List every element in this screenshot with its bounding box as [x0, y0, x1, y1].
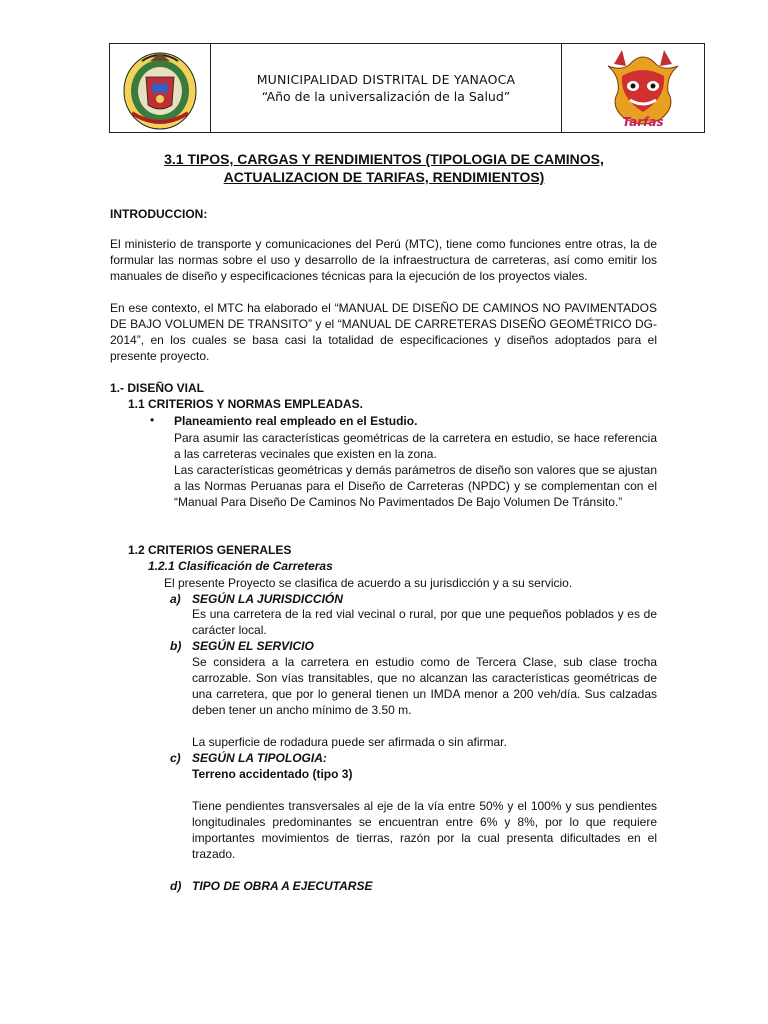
item-d-title: TIPO DE OBRA A EJECUTARSE [192, 879, 373, 893]
header-left-cell [110, 44, 211, 132]
item-c-title: SEGÚN LA TIPOLOGIA: [192, 751, 327, 765]
header-right-cell [561, 44, 704, 132]
municipal-seal-icon [122, 47, 198, 131]
item-b-title: SEGÚN EL SERVICIO [192, 639, 314, 653]
item-d-label: d) [170, 879, 182, 893]
bullet-paragraph-2: Las características geométricas y demás parámetros de diseño son valores que se ajustan a las Normas Peruanas para el Diseño de Carreteras (NPDC) y se complementan con el “Manual Para Diseño De Caminos No Pavimentados De Bajo Volumen De Tránsito.” [174, 463, 657, 509]
intro-paragraph-2: En ese contexto, el MTC ha elaborado el “MANUAL DE DISEÑO DE CAMINOS NO PAVIMENTADOS DE BAJO VOLUMEN DE TRANSITO” y el “MANUAL DE CARRETERAS DISEÑO GEOMÉTRICO DG-2014”, en los cuales se basa casi la totalidad de especificaciones y diseños adoptados para el presente proyecto. [110, 301, 657, 363]
item-c-subtitle: Terreno accidentado (tipo 3) [192, 767, 353, 781]
intro-heading: INTRODUCCION: [110, 207, 208, 221]
municipality-name: MUNICIPALIDAD DISTRITAL DE YANAOCA [256, 72, 516, 87]
document-header [109, 43, 705, 133]
item-a-text: Es una carretera de la red vial vecinal o rural, por que une pequeños poblados y es de carácter local. [192, 607, 657, 637]
tarfas-mask-icon [600, 46, 686, 132]
year-motto: “Año de la universalización de la Salud” [261, 89, 511, 104]
item-a-title: SEGÚN LA JURISDICCIÓN [192, 592, 343, 606]
item-b-text: Se considera a la carretera en estudio como de Tercera Clase, sub clase trocha carrozable. Son vías transitables, que no alcanzan las características geométricas de una carretera, que por lo general tienen un IMDA menor a 200 veh/día. Sus calzadas deben tener un ancho mínimo de 3.50 m. [192, 655, 657, 717]
clasificacion-intro: El presente Proyecto se clasifica de acuerdo a su jurisdicción y a su servicio. [164, 576, 573, 590]
heading-criterios-generales: 1.2 CRITERIOS GENERALES [128, 543, 292, 557]
heading-clasificacion: 1.2.1 Clasificación de Carreteras [148, 559, 333, 573]
bullet-title: Planeamiento real empleado en el Estudio. [174, 414, 418, 428]
heading-diseno-vial: 1.- DISEÑO VIAL [110, 381, 205, 395]
heading-criterios-normas: 1.1 CRITERIOS Y NORMAS EMPLEADAS. [128, 397, 363, 411]
item-b-label: b) [170, 639, 182, 653]
item-c-label: c) [170, 751, 181, 765]
item-b-text-2: La superficie de rodadura puede ser afirmada o sin afirmar. [192, 735, 507, 749]
item-c-text: Tiene pendientes transversales al eje de la vía entre 50% y el 100% y sus pendientes longitudinales predominantes se encuentran entre 6% y 8%, por lo que requiere importantes movimientos de tierras, razón por la cual presenta dificultades en el trazado. [192, 799, 657, 861]
tarfas-logo-text: Tarfas [622, 115, 664, 129]
item-a-label: a) [170, 592, 181, 606]
section-title-line2: ACTUALIZACION DE TARIFAS, RENDIMIENTOS) [223, 169, 545, 185]
bullet-paragraph-1: Para asumir las características geométricas de la carretera en estudio, se hace referencia a las carreteras vecinales que existen en la zona. [174, 431, 657, 461]
bullet-dot: • [150, 413, 155, 427]
section-title-line1: 3.1 TIPOS, CARGAS Y RENDIMIENTOS (TIPOLOGIA DE CAMINOS, [164, 151, 604, 167]
header-title-cell [211, 44, 561, 132]
intro-paragraph-1: El ministerio de transporte y comunicaciones del Perú (MTC), tiene como funciones entre otras, la de formular las normas sobre el uso y desarrollo de la infraestructura de carreteras, así como emitir los manuales de diseño y especificaciones técnicas para la ejecución de los proyectos viales. [110, 237, 657, 283]
section-title [110, 150, 658, 186]
